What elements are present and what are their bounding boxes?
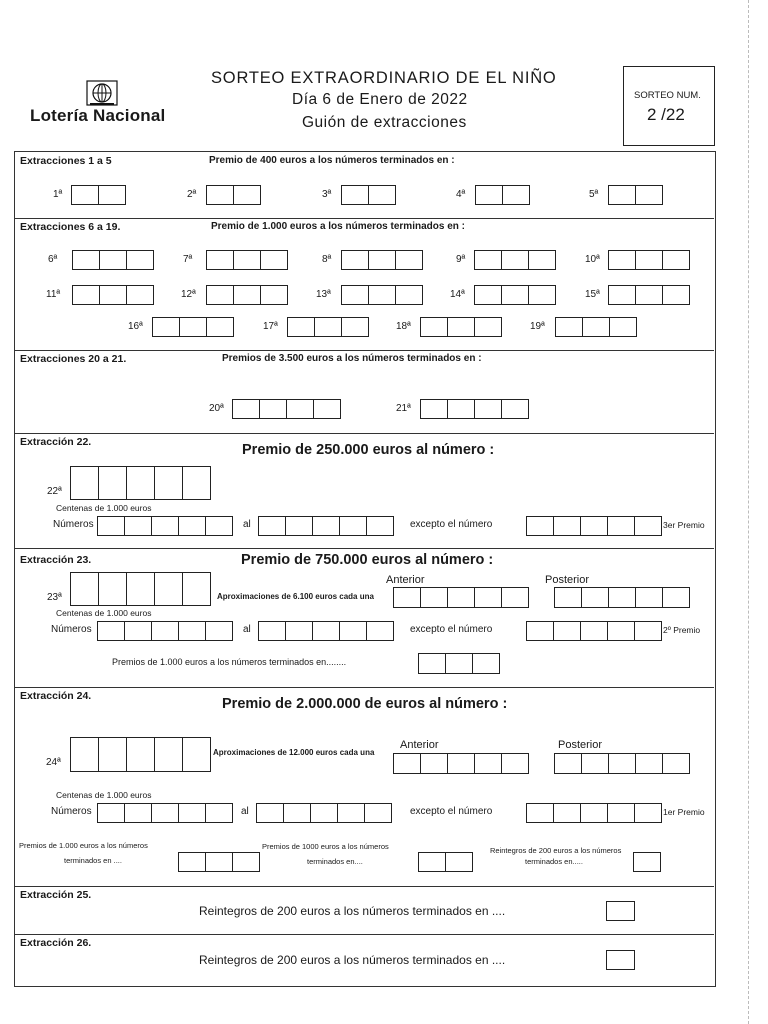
reintegros-text: Reintegros de 200 euros a los números terminados en ....: [199, 953, 506, 967]
prize-text: Premios de 3.500 euros a los números terminados en :: [222, 353, 482, 364]
anterior-cells[interactable]: [393, 587, 529, 608]
range-start-cells[interactable]: [97, 621, 233, 641]
reintegro-cell[interactable]: [606, 950, 635, 970]
reintegros-label: terminados en.....: [525, 857, 583, 866]
draw-ordinal: 12ª: [181, 289, 196, 300]
terminados-label: Premios de 1.000 euros a los números terminados en........: [112, 657, 347, 667]
range-start-cells[interactable]: [97, 803, 233, 823]
section-title: Extracción 25.: [20, 889, 92, 901]
except-number-cells[interactable]: [526, 803, 662, 823]
draw-ordinal: 4ª: [456, 189, 466, 200]
draw-ordinal: 1ª: [53, 189, 63, 200]
prize-text: Premio de 750.000 euros al número :: [241, 552, 494, 568]
centenas-label: Centenas de 1.000 euros: [56, 790, 152, 800]
section-title: Extracción 22.: [20, 436, 92, 448]
excepto-label: excepto el número: [410, 806, 493, 817]
number-cells[interactable]: [206, 185, 261, 205]
al-label: al: [243, 519, 251, 530]
reintegros-label: Reintegros de 200 euros a los números: [490, 846, 622, 855]
number-cells[interactable]: [152, 317, 234, 337]
draw-ordinal: 14ª: [450, 289, 465, 300]
lottery-logo-icon: [86, 80, 118, 106]
number-cells[interactable]: [608, 285, 690, 305]
document-subtitle: Guión de extracciones: [302, 114, 467, 131]
number-cells[interactable]: [206, 250, 288, 270]
range-end-cells[interactable]: [258, 621, 394, 641]
draw-ordinal: 21ª: [396, 403, 411, 414]
section-divider: [15, 886, 714, 887]
anterior-label: Anterior: [386, 574, 425, 586]
sorteo-box: [623, 66, 715, 146]
number-cells[interactable]: [341, 250, 423, 270]
number-cells[interactable]: [71, 185, 126, 205]
section-divider: [15, 934, 714, 935]
section-title: Extracciones 1 a 5: [20, 155, 112, 167]
posterior-label: Posterior: [558, 739, 603, 751]
excepto-label: excepto el número: [410, 519, 493, 530]
posterior-label: Posterior: [545, 574, 590, 586]
numeros-label: Números: [51, 806, 92, 817]
prize-text: Premio de 250.000 euros al número :: [242, 442, 495, 458]
draw-ordinal: 19ª: [530, 321, 545, 332]
draw-ordinal: 9ª: [456, 254, 466, 265]
terminados-cells[interactable]: [418, 653, 500, 674]
anterior-label: Anterior: [400, 739, 439, 751]
sorteo-label: SORTEO NUM.: [634, 90, 701, 101]
section-divider: [15, 433, 714, 434]
premio-note: 3er Premio: [663, 520, 705, 530]
draw-ordinal: 11ª: [46, 289, 61, 300]
draw-ordinal: 13ª: [316, 289, 331, 300]
except-number-cells[interactable]: [526, 516, 662, 536]
number-cells[interactable]: [341, 185, 396, 205]
number-cells[interactable]: [287, 317, 369, 337]
number-cells[interactable]: [420, 317, 502, 337]
section-divider: [15, 218, 714, 219]
document-title: SORTEO EXTRAORDINARIO DE EL NIÑO: [211, 69, 557, 87]
number-cells[interactable]: [206, 285, 288, 305]
range-end-cells[interactable]: [256, 803, 392, 823]
scan-edge-mark: [748, 0, 749, 1024]
prize-text: Premio de 400 euros a los números terminados en :: [209, 155, 455, 166]
range-end-cells[interactable]: [258, 516, 394, 536]
draw-ordinal: 20ª: [209, 403, 224, 414]
number-cells[interactable]: [474, 250, 556, 270]
draw-ordinal: 2ª: [187, 189, 197, 200]
number-cells[interactable]: [475, 185, 530, 205]
draw-ordinal: 23ª: [47, 592, 62, 603]
centenas-label: Centenas de 1.000 euros: [56, 608, 152, 618]
numeros-label: Números: [53, 519, 94, 530]
number-cells[interactable]: [72, 250, 154, 270]
terminados-cells[interactable]: [178, 852, 260, 872]
section-divider: [15, 350, 714, 351]
draw-ordinal: 7ª: [183, 254, 193, 265]
reintegro-cell[interactable]: [633, 852, 661, 872]
terminados-label: Premios de 1.000 euros a los números: [19, 841, 148, 850]
number-cells[interactable]: [608, 250, 690, 270]
al-label: al: [243, 624, 251, 635]
draw-ordinal: 5ª: [589, 189, 599, 200]
prize-text: Premio de 1.000 euros a los números terminados en :: [211, 221, 465, 232]
range-start-cells[interactable]: [97, 516, 233, 536]
document-date: Día 6 de Enero de 2022: [292, 91, 468, 108]
main-number-cells[interactable]: [70, 737, 211, 772]
draw-ordinal: 18ª: [396, 321, 411, 332]
draw-ordinal: 24ª: [46, 757, 61, 768]
number-cells[interactable]: [474, 285, 556, 305]
main-number-cells[interactable]: [70, 572, 211, 606]
premio-note: 2º Premio: [663, 625, 701, 635]
except-number-cells[interactable]: [526, 621, 662, 641]
number-cells[interactable]: [555, 317, 637, 337]
centenas-label: Centenas de 1.000 euros: [56, 503, 152, 513]
reintegro-cell[interactable]: [606, 901, 635, 921]
draw-ordinal: 10ª: [585, 254, 600, 265]
posterior-cells[interactable]: [554, 587, 690, 608]
draw-ordinal: 17ª: [263, 321, 278, 332]
terminados-cells[interactable]: [418, 852, 473, 872]
terminados-label: terminados en....: [307, 857, 363, 866]
prize-text: Premio de 2.000.000 de euros al número :: [222, 696, 508, 712]
section-title: Extracción 23.: [20, 554, 92, 566]
number-cells[interactable]: [341, 285, 423, 305]
excepto-label: excepto el número: [410, 624, 493, 635]
section-title: Extracciones 6 a 19.: [20, 221, 121, 233]
reintegros-text: Reintegros de 200 euros a los números terminados en ....: [199, 904, 506, 918]
section-title: Extracción 26.: [20, 937, 92, 949]
number-cells[interactable]: [72, 285, 154, 305]
section-divider: [15, 687, 714, 688]
al-label: al: [241, 806, 249, 817]
draw-ordinal: 8ª: [322, 254, 332, 265]
number-cells[interactable]: [608, 185, 663, 205]
section-divider: [15, 548, 714, 549]
aproximaciones-label: Aproximaciones de 6.100 euros cada una: [217, 592, 374, 601]
number-cells[interactable]: [232, 399, 341, 419]
draw-ordinal: 3ª: [322, 189, 332, 200]
premio-note: 1er Premio: [663, 807, 705, 817]
main-number-cells[interactable]: [70, 466, 211, 500]
draw-ordinal: 22ª: [47, 486, 62, 497]
posterior-cells[interactable]: [554, 753, 690, 774]
numeros-label: Números: [51, 624, 92, 635]
logo-text: Lotería Nacional: [30, 106, 166, 125]
aproximaciones-label: Aproximaciones de 12.000 euros cada una: [213, 748, 375, 757]
terminados-label: terminados en ....: [64, 856, 122, 865]
draw-ordinal: 16ª: [128, 321, 143, 332]
draw-ordinal: 6ª: [48, 254, 58, 265]
logo: [86, 80, 118, 106]
anterior-cells[interactable]: [393, 753, 529, 774]
draw-ordinal: 15ª: [585, 289, 600, 300]
terminados-label: Premios de 1000 euros a los números: [262, 842, 389, 851]
section-title: Extracciones 20 a 21.: [20, 353, 127, 365]
sorteo-value: 2 /22: [647, 105, 685, 124]
number-cells[interactable]: [420, 399, 529, 419]
section-title: Extracción 24.: [20, 690, 92, 702]
